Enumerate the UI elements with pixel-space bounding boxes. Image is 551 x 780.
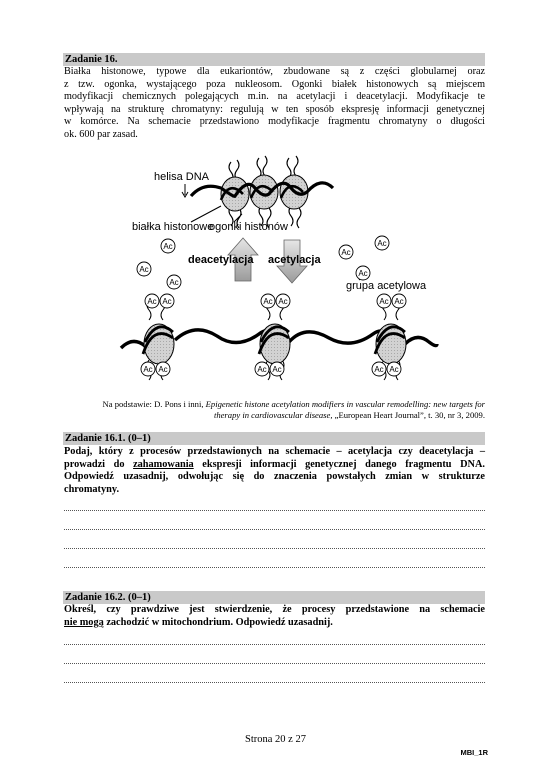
intro-line: wpływają na strukturę chromatyny: regulują w ten sposób ekspresję informacji genetycznej — [64, 103, 485, 115]
answer-line[interactable] — [64, 567, 485, 568]
question-line: nie mogą zachodzić w mitochondrium. Odpowiedź uzasadnij. — [64, 616, 333, 628]
source-citation — [55, 399, 485, 421]
answer-line[interactable] — [64, 510, 485, 511]
svg-text:Ac: Ac — [341, 248, 351, 257]
source-suffix: , „European Heart Journal”, t. 30, nr 3, 2009. — [330, 410, 485, 420]
svg-text:Ac: Ac — [143, 365, 153, 374]
source-prefix: Na podstawie: D. Pons i inni, — [102, 399, 206, 409]
label-deacetylation: deacetylacja — [188, 254, 254, 266]
svg-text:Ac: Ac — [377, 239, 387, 248]
label-acetyl-group: grupa acetylowa — [346, 280, 427, 292]
intro-line: z tzw. ogonka, wystającego poza nukleosom. Ogonki białek histonowych są miejscem — [64, 78, 485, 90]
svg-text:Ac: Ac — [389, 365, 399, 374]
task-16-1-header: Zadanie 16.1. (0–1) — [63, 432, 485, 445]
svg-text:Ac: Ac — [278, 297, 288, 306]
question-line: prowadzi do zahamowania ekspresji informacji genetycznej danego fragmentu DNA. — [64, 458, 485, 470]
svg-text:Ac: Ac — [272, 365, 282, 374]
question-line: chromatyny. — [64, 484, 120, 496]
svg-text:Ac: Ac — [379, 297, 389, 306]
label-histone-tails: ogonki histonów — [209, 221, 288, 233]
page-number: Strona 20 z 27 — [245, 734, 306, 745]
question-line: Odpowiedź uzasadnij, odwołując się do znaczenia powstałych zmian w strukturze — [64, 471, 485, 483]
answer-line[interactable] — [64, 644, 485, 645]
task-16-intro — [64, 66, 485, 142]
task-16-header: Zadanie 16. — [63, 53, 485, 66]
intro-line: w komórce. Na schemacie przedstawiono modyfikacje fragmentu chromatyny o długości — [64, 116, 485, 128]
exam-code: MBI_1R — [460, 748, 488, 757]
task-16-1-question — [64, 446, 485, 497]
intro-line: ok. 600 par zasad. — [64, 128, 138, 140]
answer-line[interactable] — [64, 663, 485, 664]
label-histone-proteins: białka histonowe — [132, 221, 214, 233]
svg-text:Ac: Ac — [263, 297, 273, 306]
svg-text:Ac: Ac — [394, 297, 404, 306]
source-title-2: therapy in cardiovascular disease — [213, 410, 331, 420]
task-16-2-header: Zadanie 16.2. (0–1) — [63, 591, 485, 604]
answer-line[interactable] — [64, 529, 485, 530]
answer-line[interactable] — [64, 682, 485, 683]
intro-line: modyfikacji chemicznych polegających m.in. na acetylacji i deacetylacji. Modyfikacje te — [64, 91, 485, 103]
underlined-term: zahamowania — [133, 458, 194, 470]
question-line: Podaj, który z procesów przedstawionych na schemacie – acetylacja czy deacetylacja – — [64, 446, 485, 457]
svg-text:Ac: Ac — [162, 297, 172, 306]
question-line: Określ, czy prawdziwe jest stwierdzenie, że procesy przedstawione na schemacie — [64, 604, 485, 615]
intro-line: Białka histonowe, typowe dla eukariontów, zbudowane są z części globularnej oraz — [64, 66, 485, 77]
svg-text:Ac: Ac — [139, 265, 149, 274]
svg-text:Ac: Ac — [374, 365, 384, 374]
underlined-term: nie mogą — [64, 616, 104, 628]
answer-line[interactable] — [64, 548, 485, 549]
svg-text:Ac: Ac — [163, 242, 173, 251]
svg-text:Ac: Ac — [158, 365, 168, 374]
chromatin-diagram — [63, 148, 485, 388]
condensed-chromatin — [191, 156, 333, 228]
label-helix: helisa DNA — [154, 171, 210, 183]
svg-text:Ac: Ac — [169, 278, 179, 287]
svg-text:Ac: Ac — [147, 297, 157, 306]
label-acetylation: acetylacja — [268, 254, 321, 266]
chromatin-diagram-svg — [63, 148, 485, 388]
source-title-1: Epigenetic histone acetylation modifiers in vascular remodelling: new targets for — [205, 399, 485, 409]
svg-text:Ac: Ac — [257, 365, 267, 374]
svg-text:Ac: Ac — [358, 269, 368, 278]
task-16-2-question — [64, 604, 485, 629]
